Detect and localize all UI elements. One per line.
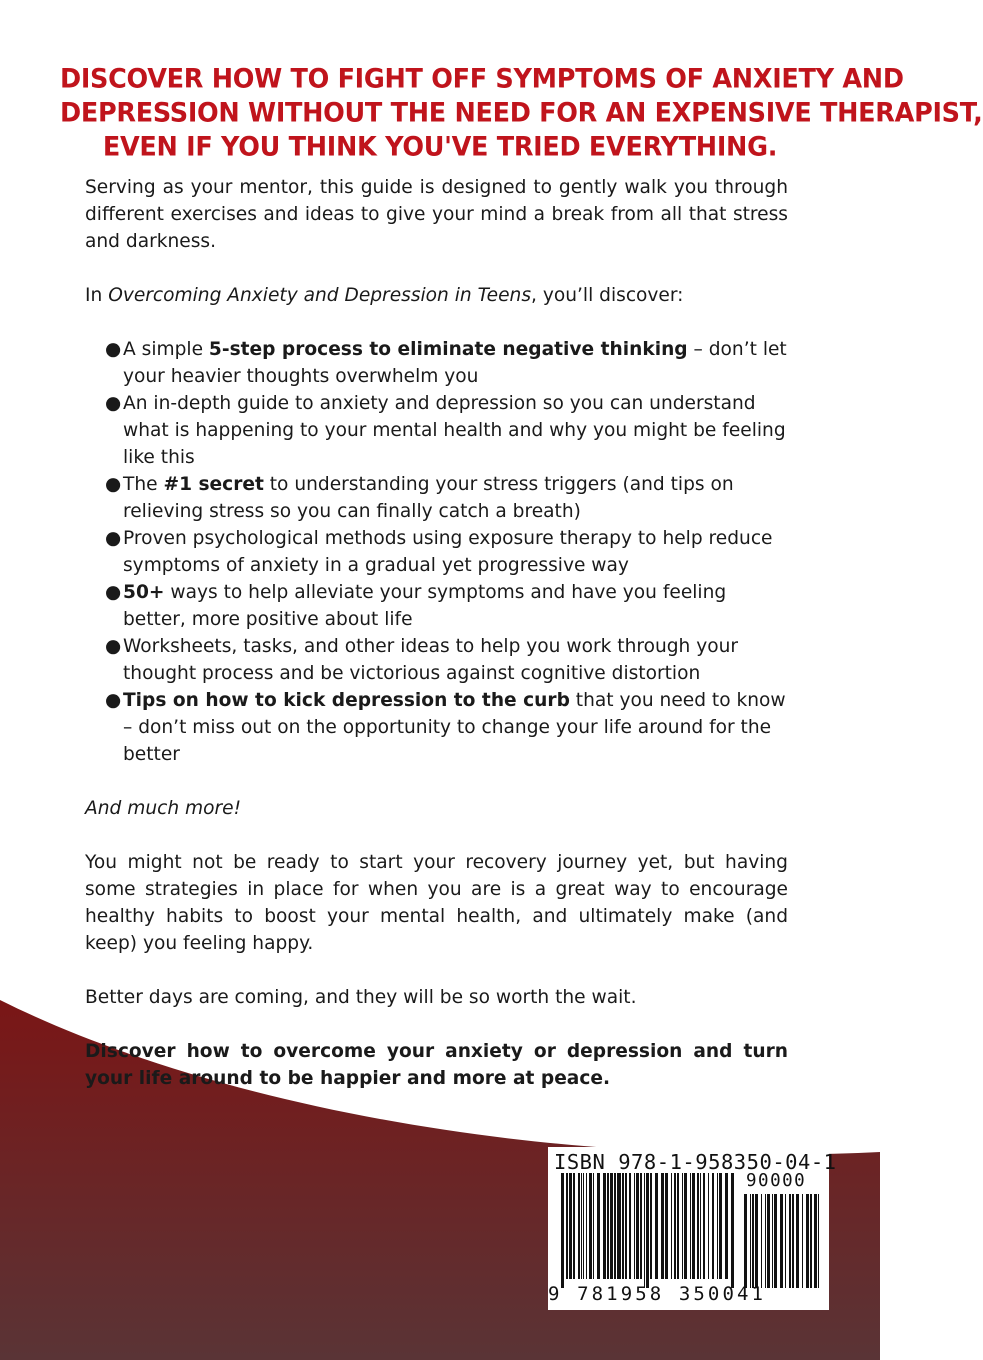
barcode-bar bbox=[610, 1173, 613, 1279]
barcode-bar bbox=[810, 1194, 812, 1288]
barcode-bar bbox=[655, 1173, 658, 1279]
headline-line-3: EVEN IF YOU THINK YOU'VE TRIED EVERYTHING. bbox=[102, 130, 778, 163]
barcode-bar bbox=[614, 1173, 616, 1279]
barcode-bar bbox=[581, 1173, 582, 1279]
barcode-bar bbox=[607, 1173, 609, 1279]
barcode-bar bbox=[684, 1173, 687, 1279]
barcode-bar bbox=[566, 1173, 568, 1279]
barcode-bar bbox=[671, 1173, 672, 1279]
bullet-icon: ● bbox=[105, 393, 122, 414]
isbn-number: ISBN 978-1-958350-04-1 bbox=[554, 1150, 837, 1174]
barcode-bar bbox=[761, 1194, 762, 1288]
closing-paragraph: Discover how to overcome your anxiety or depression and turn your life around to be happier and more at peace. bbox=[85, 1041, 788, 1089]
and-much-more: And much more! bbox=[85, 798, 242, 819]
barcode-bar bbox=[744, 1194, 747, 1288]
barcode-bar bbox=[650, 1173, 652, 1279]
barcode-bar bbox=[731, 1173, 734, 1288]
barcode-bar bbox=[767, 1194, 770, 1288]
barcode-bar bbox=[725, 1173, 728, 1279]
body-text bbox=[85, 174, 788, 1092]
barcode-bar bbox=[644, 1173, 645, 1288]
list-item: ● The #1 secret to understanding your stress triggers (and tips on relieving stress so you can finally catch a breath) bbox=[105, 471, 788, 525]
barcode-bar bbox=[589, 1173, 592, 1279]
bullet-icon: ● bbox=[105, 582, 122, 603]
list-item: ● 50+ ways to help alleviate your symptoms and have you feeling better, more positive about life bbox=[105, 579, 788, 633]
barcode-bar bbox=[677, 1173, 679, 1279]
barcode-bar bbox=[719, 1173, 722, 1279]
book-title: Overcoming Anxiety and Depression in Teens bbox=[108, 285, 532, 306]
better-days-paragraph: Better days are coming, and they will be so worth the wait. bbox=[85, 987, 637, 1008]
benefit-list bbox=[105, 336, 788, 768]
barcode-bar bbox=[789, 1194, 791, 1288]
barcode-bar bbox=[661, 1173, 664, 1279]
barcode-bar bbox=[617, 1173, 621, 1279]
barcode-bar bbox=[708, 1173, 709, 1279]
barcode-bar bbox=[755, 1194, 758, 1288]
barcode-bar bbox=[712, 1173, 714, 1279]
barcode-bar bbox=[818, 1194, 819, 1288]
barcode-bar bbox=[752, 1194, 754, 1288]
barcode-bar bbox=[717, 1173, 718, 1279]
barcode-bar bbox=[597, 1173, 600, 1279]
discover-suffix: , you’ll discover: bbox=[531, 285, 684, 306]
intro-paragraph: Serving as your mentor, this guide is designed to gently walk you through different exercises and ideas to give your mind a break from all that stress and darkness. bbox=[85, 177, 788, 252]
list-item: ● A simple 5-step process to eliminate negative thinking – don’t let your heavier thoughts overwhelm you bbox=[105, 336, 788, 390]
list-item: ● Worksheets, tasks, and other ideas to help you work through your thought process and be victorious against cognitive distortion bbox=[105, 633, 788, 687]
list-item: ● Proven psychological methods using exposure therapy to help reduce symptoms of anxiety in a gradual yet progressive way bbox=[105, 525, 788, 579]
list-item: ● An in-depth guide to anxiety and depression so you can understand what is happening to your mental health and why you might be feeling like this bbox=[105, 390, 788, 471]
barcode-bar bbox=[603, 1173, 606, 1279]
barcode-bar bbox=[772, 1194, 773, 1288]
barcode-bar bbox=[636, 1173, 639, 1279]
barcode-bar bbox=[593, 1173, 594, 1279]
barcode-bar bbox=[785, 1194, 786, 1288]
barcode-bar bbox=[634, 1173, 635, 1279]
barcode-bar bbox=[703, 1173, 705, 1279]
barcode-bar bbox=[690, 1173, 691, 1279]
barcode-bar bbox=[750, 1194, 751, 1288]
barcode-bar bbox=[586, 1173, 587, 1279]
bullet-icon: ● bbox=[105, 474, 122, 495]
barcode-bar bbox=[682, 1173, 683, 1279]
ean-number: 9 781958 350041 bbox=[548, 1283, 767, 1305]
bullet-icon: ● bbox=[105, 636, 122, 657]
list-item: ● Tips on how to kick depression to the curb that you need to know – don’t miss out on the opportunity to change your life around for the better bbox=[105, 687, 788, 768]
barcode-bar bbox=[583, 1173, 584, 1279]
barcode-bar bbox=[780, 1194, 783, 1288]
barcode-bar bbox=[774, 1194, 777, 1288]
barcode-bar bbox=[646, 1173, 649, 1288]
barcode-bar bbox=[625, 1173, 627, 1279]
barcode-bar bbox=[765, 1194, 766, 1288]
barcode-bar bbox=[802, 1194, 803, 1288]
headline bbox=[60, 62, 983, 164]
barcode-bar bbox=[697, 1173, 699, 1279]
barcode-bar bbox=[796, 1194, 799, 1288]
recovery-paragraph: You might not be ready to start your recovery journey yet, but having some strategies in place for when you are is a great way to encourage healthy habits to boost your mental health, and ultimately make (and keep) you feeling happy. bbox=[85, 852, 788, 954]
barcode-bar bbox=[814, 1194, 817, 1288]
barcode-bar bbox=[692, 1173, 695, 1279]
barcode-bar bbox=[640, 1173, 642, 1279]
barcode-bar bbox=[578, 1173, 580, 1279]
price-code: 90000 bbox=[746, 1171, 807, 1191]
barcode-bar bbox=[573, 1173, 575, 1279]
barcode-bar bbox=[622, 1173, 624, 1279]
discover-line bbox=[85, 282, 788, 309]
barcode bbox=[548, 1147, 837, 1310]
bullet-icon: ● bbox=[105, 690, 122, 711]
barcode-bar bbox=[561, 1173, 564, 1288]
barcode-bar bbox=[806, 1194, 809, 1288]
barcode-bar bbox=[569, 1173, 572, 1279]
barcode-bar bbox=[792, 1194, 794, 1288]
discover-prefix: In bbox=[85, 285, 109, 306]
barcode-bar bbox=[674, 1173, 676, 1279]
headline-line-1: DISCOVER HOW TO FIGHT OFF SYMPTOMS OF ANXIETY AND bbox=[60, 63, 904, 95]
bullet-icon: ● bbox=[105, 339, 122, 360]
barcode-bar bbox=[700, 1173, 701, 1279]
barcode-bar bbox=[665, 1173, 668, 1279]
barcode-bar bbox=[629, 1173, 631, 1279]
headline-line-2: DEPRESSION WITHOUT THE NEED FOR AN EXPENSIVE THERAPIST, bbox=[60, 96, 983, 129]
bullet-icon: ● bbox=[105, 528, 122, 549]
